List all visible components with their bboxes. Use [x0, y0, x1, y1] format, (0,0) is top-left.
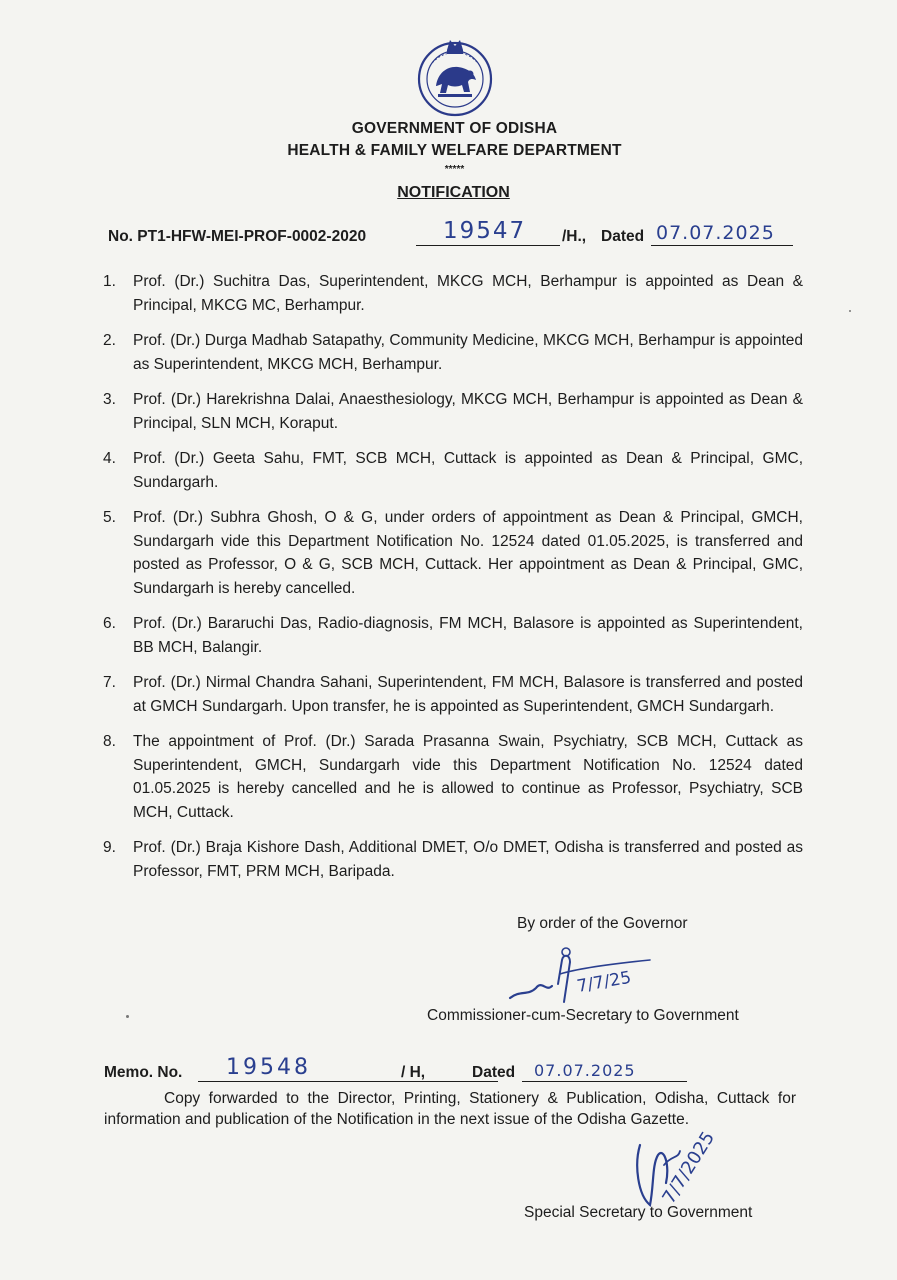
department-heading: HEALTH & FAMILY WELFARE DEPARTMENT [287, 142, 622, 159]
list-item [103, 836, 803, 883]
list-item [103, 270, 803, 317]
government-heading: GOVERNMENT OF ODISHA [351, 120, 558, 137]
memo-reference [104, 1052, 794, 1086]
item-text: Prof. (Dr.) Subhra Ghosh, O & G, under orders of appointment as Dean & Principal, GMCH, Sundargarh vide this Department Notification No. 12524 dated 01.05.2025, is transferred and posted as Professor, O & G, SCB MCH, Cuttack. Her appointment as Dean & Principal, GMC, Sundargarh is hereby cancelled. [133, 509, 803, 597]
paper-speck [126, 1015, 129, 1018]
item-text: Prof. (Dr.) Geeta Sahu, FMT, SCB MCH, Cuttack is appointed as Dean & Principal, GMC, Sundargarh. [133, 450, 803, 491]
list-item [103, 612, 803, 659]
handwritten-memo-date: 07.07.2025 [534, 1061, 636, 1080]
commissioner-designation: Commissioner-cum-Secretary to Government [427, 1007, 739, 1024]
memo-number-label: Memo. No. [104, 1064, 183, 1081]
paper-speck [849, 310, 851, 312]
handwritten-date: 07.07.2025 [656, 222, 775, 244]
document-title: NOTIFICATION [397, 184, 510, 201]
list-item [103, 671, 803, 718]
signature2-date: 7/7/2025 [658, 1127, 720, 1208]
reference-number-suffix: /H., [562, 228, 587, 245]
item-number: 5. [103, 509, 116, 526]
item-text: Prof. (Dr.) Durga Madhab Satapathy, Community Medicine, MKCG MCH, Berhampur is appointed as Superintendent, MKCG MCH, Berhampur. [133, 332, 803, 373]
copy-forwarded-paragraph: Copy forwarded to the Director, Printing, Stationery & Publication, Odisha, Cuttack for information and publication of the Notification in the next issue of the Odisha Gazette. [104, 1090, 796, 1128]
item-number: 9. [103, 839, 116, 856]
notification-reference [108, 220, 808, 250]
item-number: 3. [103, 391, 116, 408]
dated-label: Dated [601, 228, 645, 245]
by-order-line: By order of the Governor [517, 915, 688, 932]
list-item [103, 329, 803, 376]
list-item [103, 447, 803, 494]
item-number: 8. [103, 733, 116, 750]
list-item [103, 730, 803, 824]
handwritten-reference-number: 19547 [443, 218, 527, 244]
order-list [103, 270, 803, 895]
item-text: Prof. (Dr.) Bararuchi Das, Radio-diagnosis, FM MCH, Balasore is appointed as Superintendent, BB MCH, Balangir. [133, 615, 803, 656]
item-text: Prof. (Dr.) Harekrishna Dalai, Anaesthesiology, MKCG MCH, Berhampur is appointed as Dean & Principal, SLN MCH, Koraput. [133, 391, 803, 432]
item-number: 1. [103, 273, 116, 290]
stars-separator: ***** [444, 164, 465, 175]
item-number: 2. [103, 332, 116, 349]
odisha-state-emblem-icon [414, 36, 496, 118]
memo-dated-label: Dated [472, 1064, 516, 1081]
list-item [103, 506, 803, 600]
special-secretary-designation: Special Secretary to Government [524, 1204, 753, 1221]
item-number: 6. [103, 615, 116, 632]
item-text: Prof. (Dr.) Braja Kishore Dash, Additional DMET, O/o DMET, Odisha is transferred and posted as Professor, FMT, PRM MCH, Baripada. [133, 839, 803, 880]
list-item [103, 388, 803, 435]
handwritten-memo-number: 19548 [226, 1055, 311, 1080]
item-text: Prof. (Dr.) Suchitra Das, Superintendent, MKCG MCH, Berhampur is appointed as Dean & Principal, MKCG MC, Berhampur. [133, 273, 803, 314]
signature1-date: 7/7/25 [575, 967, 633, 997]
item-text: The appointment of Prof. (Dr.) Sarada Prasanna Swain, Psychiatry, SCB MCH, Cuttack as Superintendent, GMCH, Sundargarh vide this Department Notification No. 12524 dated 01.05.2025 is hereby cancelled and he is allowed to continue as Professor, Psychiatry, SCB MCH, Cuttack. [133, 733, 803, 821]
memo-number-suffix: / H, [401, 1064, 426, 1081]
item-number: 7. [103, 674, 116, 691]
item-number: 4. [103, 450, 116, 467]
reference-number-prefix: No. PT1-HFW-MEI-PROF-0002-2020 [108, 228, 367, 245]
item-text: Prof. (Dr.) Nirmal Chandra Sahani, Superintendent, FM MCH, Balasore is transferred and posted at GMCH Sundargarh. Upon transfer, he is appointed as Superintendent, GMCH Sundargarh. [133, 674, 803, 715]
